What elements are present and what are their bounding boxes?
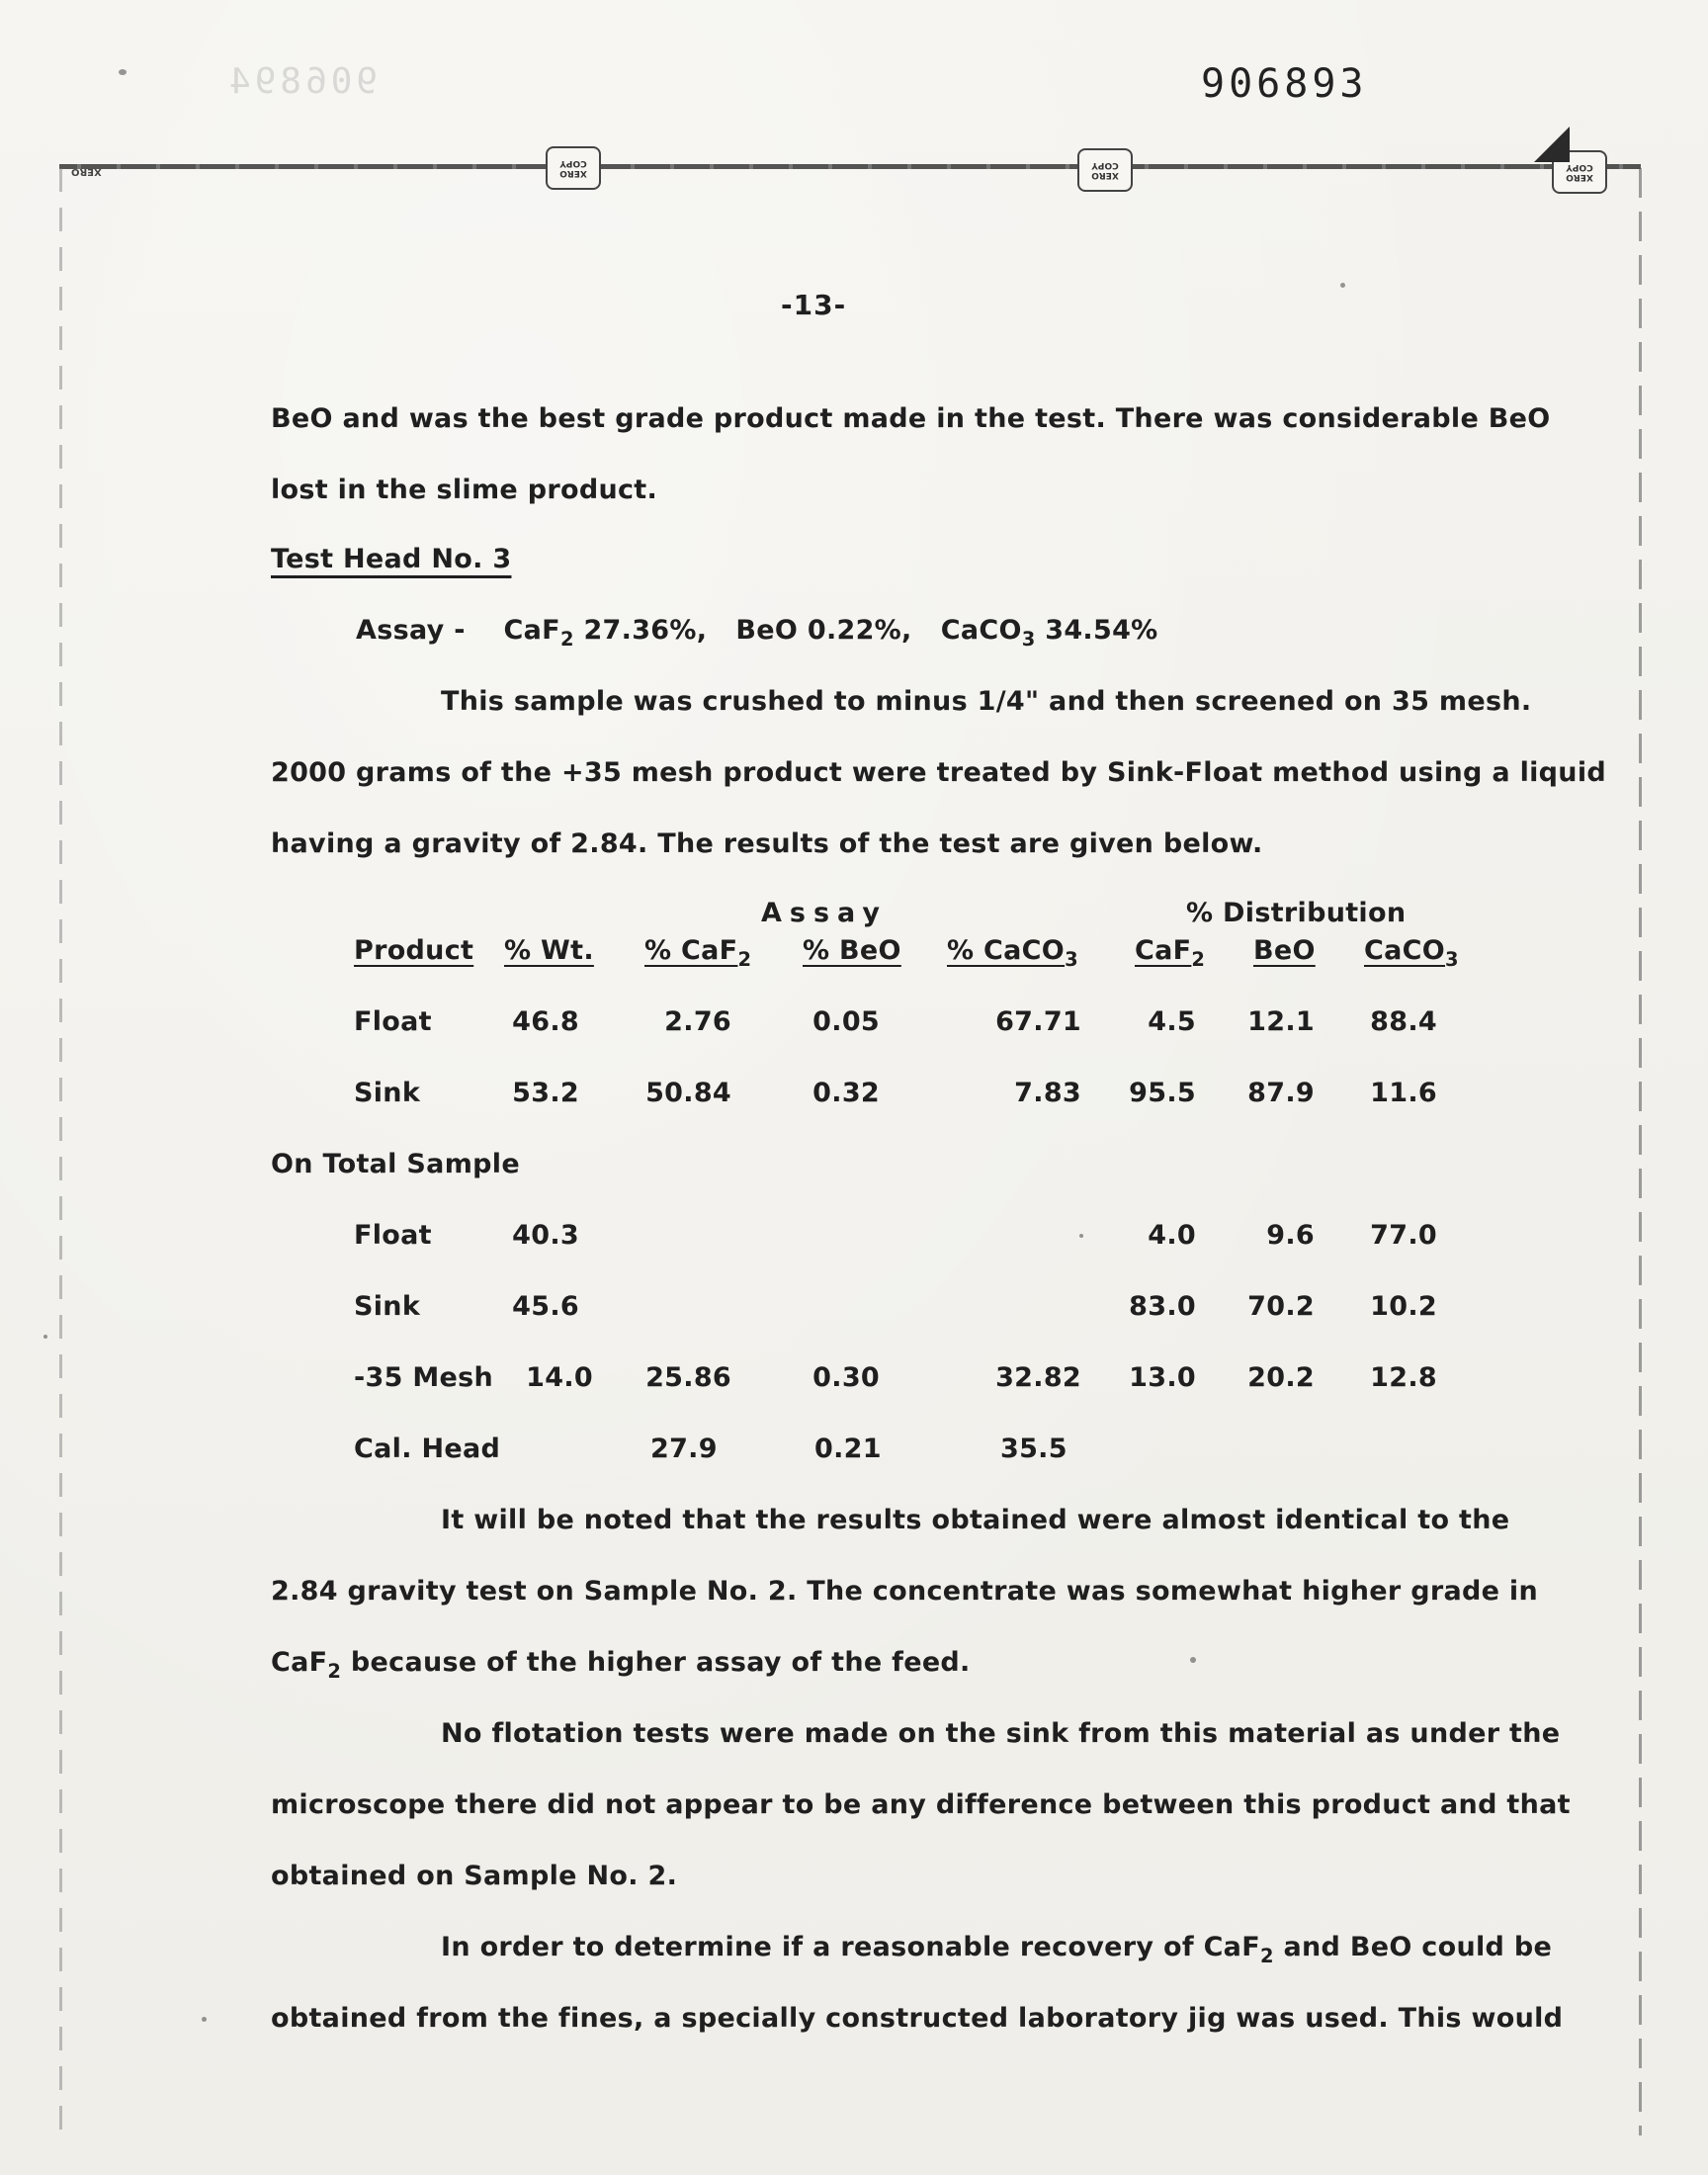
scan-speck [1190,1657,1196,1663]
cell-dist-caf2: 4.0 [1148,1220,1196,1251]
xero-copy-stamp: XERO COPY [546,146,601,190]
ghost-document-number: 906894 [225,61,379,102]
stamp-tab-left: XERO [71,166,102,177]
cell-dist-caco3: 88.4 [1370,1006,1437,1037]
scan-speck [119,69,127,75]
paragraph-line: obtained on Sample No. 2. [271,1861,678,1891]
cell-dist-beo: 87.9 [1247,1078,1315,1108]
cell-caf2: 2.76 [664,1006,731,1037]
cell-dist-caco3: 77.0 [1370,1220,1437,1251]
scan-speck [43,1335,47,1339]
cell-product: Sink [354,1291,421,1322]
document-number: 906893 [1201,61,1368,107]
assay-beo-value: 0.22%, [807,615,912,646]
cell-dist-caf2: 4.5 [1148,1006,1196,1037]
assay-line [356,615,1158,651]
assay-caco3-value: 34.54% [1045,615,1158,646]
cell-wt: 53.2 [512,1078,579,1108]
cell-caf2: 25.86 [645,1362,731,1393]
cell-caf2: 50.84 [645,1078,731,1108]
cell-caco3: 35.5 [1000,1434,1068,1464]
cell-beo: 0.30 [812,1362,880,1393]
paragraph-line: BeO and was the best grade product made in the test. There was considerable BeO [271,403,1551,434]
total-sample-label: On Total Sample [271,1149,520,1179]
cell-wt: 40.3 [512,1220,579,1251]
corner-fold-mark [1534,127,1570,162]
cell-product: Float [354,1220,432,1251]
paragraph-line: CaF$_2$ because of the higher assay of the feed. [271,1647,971,1683]
paragraph-line: No flotation tests were made on the sink from this material as under the [441,1718,1561,1749]
top-border [59,164,1641,169]
paragraph-line: 2.84 gravity test on Sample No. 2. The concentrate was somewhat higher grade in [271,1576,1538,1607]
assay-caf2: CaF$_2$ [503,615,574,651]
paragraph-line: In order to determine if a reasonable recovery of CaF$_2$ and BeO could be [441,1932,1553,1967]
col-header-caf2: % CaF$_2$ [644,935,752,971]
paragraph-line: lost in the slime product. [271,475,658,505]
col-header-dist-caf2: CaF$_2$ [1135,935,1206,971]
cell-beo: 0.21 [814,1434,882,1464]
paragraph-line: microscope there did not appear to be any difference between this product and that [271,1789,1571,1820]
col-header-dist-beo: BeO [1253,935,1316,966]
paragraph-line: 2000 grams of the +35 mesh product were treated by Sink-Float method using a liquid [271,757,1607,788]
cell-dist-caf2: 13.0 [1129,1362,1196,1393]
left-border [59,168,62,2135]
xero-copy-stamp: XERO COPY [1552,150,1607,194]
paragraph-line: having a gravity of 2.84. The results of the test are given below. [271,828,1263,859]
cell-wt: 14.0 [526,1362,593,1393]
col-header-wt: % Wt. [504,935,594,966]
cell-wt: 46.8 [512,1006,579,1037]
paragraph-line: This sample was crushed to minus 1/4" and then screened on 35 mesh. [441,686,1532,717]
group-header-distribution: % Distribution [1186,898,1407,928]
cell-beo: 0.05 [812,1006,880,1037]
assay-caco3: CaCO$_3$ [940,615,1036,651]
cell-dist-caco3: 12.8 [1370,1362,1437,1393]
xero-copy-stamp: XERO COPY [1077,148,1133,192]
assay-beo: BeO [735,615,799,646]
cell-product: Float [354,1006,432,1037]
assay-caf2-value: 27.36%, [583,615,708,646]
cell-caco3: 32.82 [995,1362,1081,1393]
cell-dist-beo: 70.2 [1247,1291,1315,1322]
paragraph-line: obtained from the fines, a specially constructed laboratory jig was used. This would [271,2003,1564,2034]
assay-label: Assay - [356,615,466,646]
cell-dist-beo: 9.6 [1266,1220,1315,1251]
cell-product: Cal. Head [354,1434,501,1464]
cell-dist-caf2: 83.0 [1129,1291,1196,1322]
cell-product: -35 Mesh [354,1362,494,1393]
cell-caco3: 67.71 [995,1006,1081,1037]
cell-dist-beo: 20.2 [1247,1362,1315,1393]
scan-speck [1340,283,1345,288]
col-header-beo: % BeO [803,935,901,966]
cell-dist-caf2: 95.5 [1129,1078,1196,1108]
paragraph-line: It will be noted that the results obtained were almost identical to the [441,1505,1510,1535]
section-heading: Test Head No. 3 [271,544,512,574]
cell-product: Sink [354,1078,421,1108]
cell-caf2: 27.9 [650,1434,718,1464]
col-header-product: Product [354,935,474,966]
scan-speck [1079,1234,1083,1238]
cell-caco3: 7.83 [1014,1078,1081,1108]
col-header-caco3: % CaCO$_3$ [947,935,1078,971]
right-border [1639,168,1642,2135]
group-header-assay: Assay [761,898,889,928]
cell-dist-caco3: 11.6 [1370,1078,1437,1108]
cell-dist-caco3: 10.2 [1370,1291,1437,1322]
col-header-dist-caco3: CaCO$_3$ [1364,935,1459,971]
cell-beo: 0.32 [812,1078,880,1108]
cell-dist-beo: 12.1 [1247,1006,1315,1037]
cell-wt: 45.6 [512,1291,579,1322]
page-number: -13- [781,289,847,321]
scan-speck [202,2017,207,2022]
